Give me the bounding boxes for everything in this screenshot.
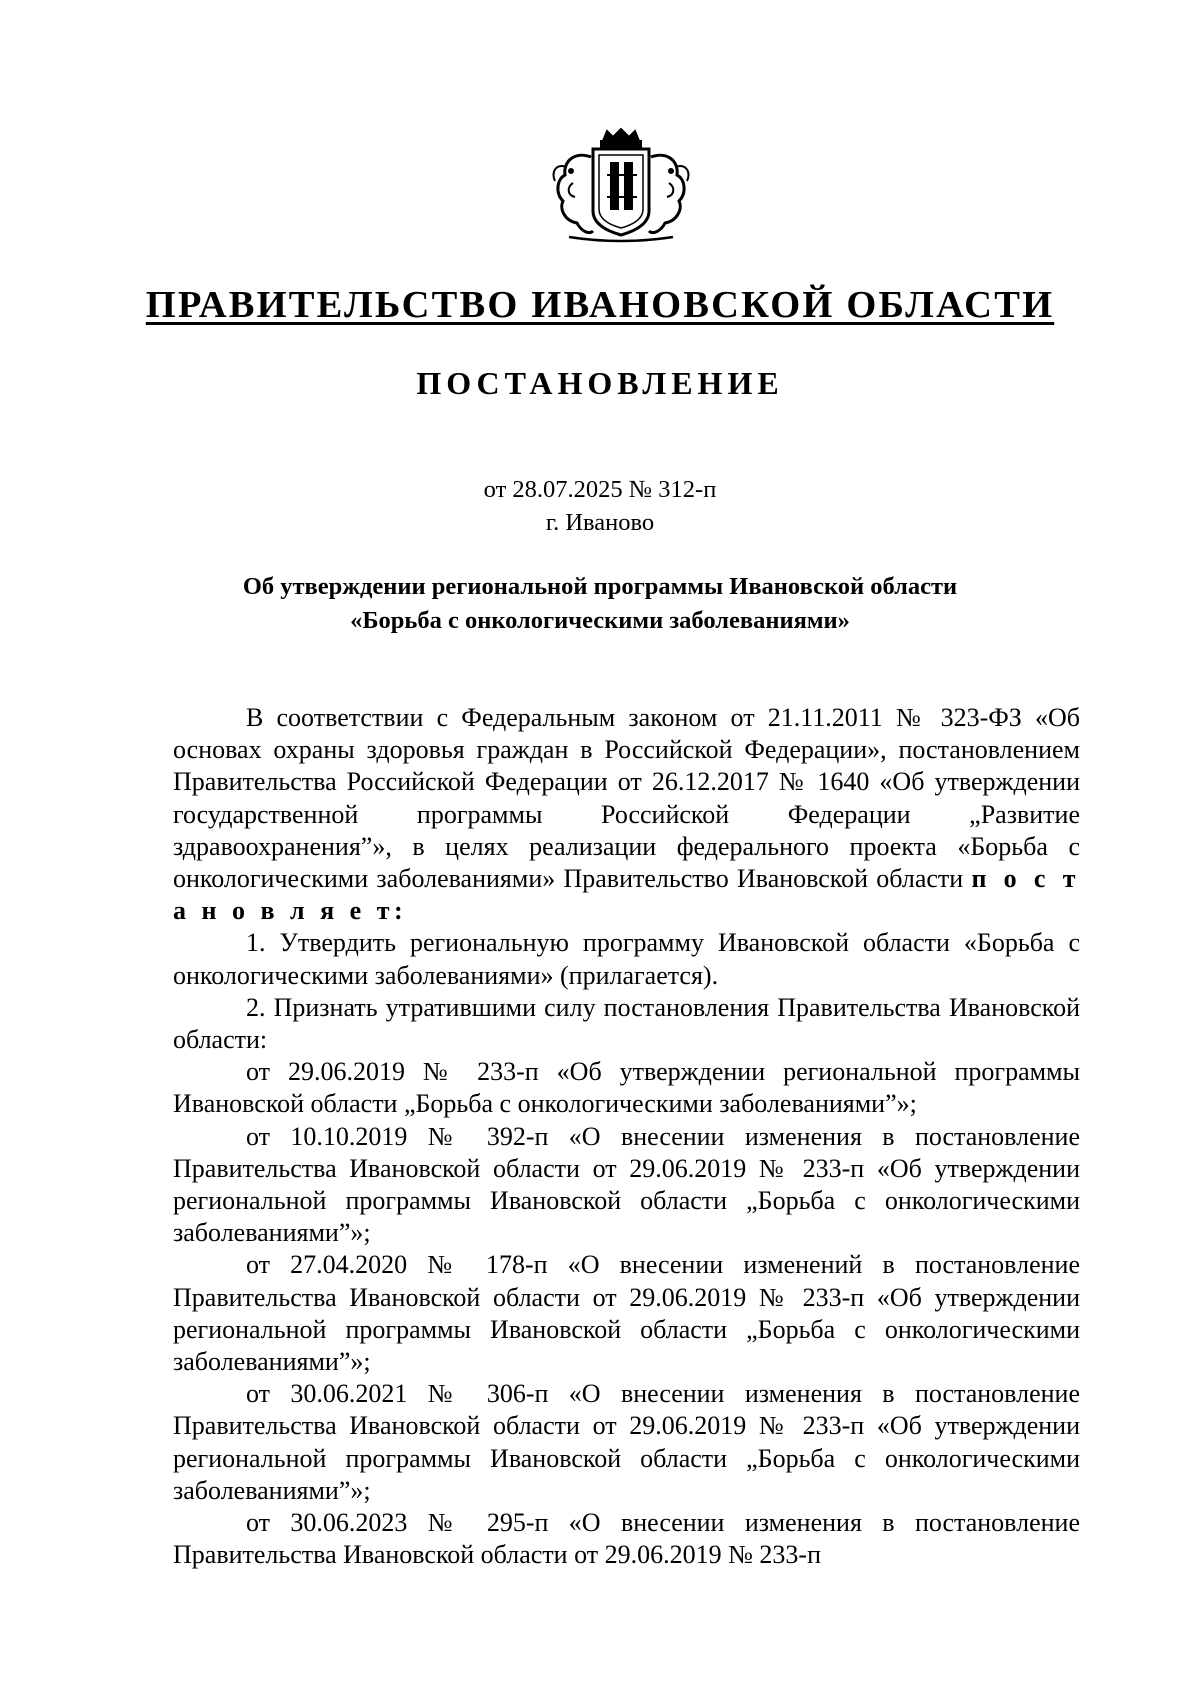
subject-line-2: «Борьба с онкологическими заболеваниями» — [350, 607, 850, 634]
repeal-item-1: от 29.06.2019 № 233-п «Об утверждении региональной программы Ивановской области „Борьба с онкологическими заболеваниями”»; — [173, 1057, 1080, 1119]
item-2-paragraph: 2. Признать утратившими силу постановления Правительства Ивановской области: — [173, 992, 1080, 1055]
resolve-word: п о с т а н о в л я е т: — [173, 864, 1080, 926]
preamble-paragraph — [173, 702, 1080, 927]
repeal-item-3: от 27.04.2020 № 178-п «О внесении изменений в постановление Правительства Ивановской области от 29.06.2019 № 233-п «Об утверждении региональной программы Ивановской области „Борьба с онкологическими заболеваниями”»; — [173, 1250, 1080, 1377]
document-subject — [0, 570, 1200, 638]
document-body — [173, 702, 1080, 1571]
document-city: г. Иваново — [545, 509, 655, 536]
preamble-text: В соответствии с Федеральным законом от 21.11.2011 № 323-ФЗ «Об основах охраны здоровья граждан в Российской Федерации», постановлением Правительства Российской Федерации от 26.12.2017 № 1640 «Об утверждении государственной программы Российской Федерации „Развитие здравоохранения”», в целях реализации федерального проекта «Борьба с онкологическими заболеваниями» Правительство Ивановской области — [173, 703, 1080, 894]
government-title-text: ПРАВИТЕЛЬСТВО ИВАНОВСКОЙ ОБЛАСТИ — [145, 284, 1055, 326]
subject-line-1: Об утверждении региональной программы Ивановской области — [242, 573, 958, 600]
document-type-heading: ПОСТАНОВЛЕНИЕ — [416, 365, 784, 401]
government-title — [0, 283, 1200, 327]
repeal-item-4: от 30.06.2021 № 306-п «О внесении изменения в постановление Правительства Ивановской области от 29.06.2019 № 233-п «Об утверждении региональной программы Ивановской области „Борьба с онкологическими заболеваниями”»; — [173, 1379, 1080, 1505]
document-date-number: от 28.07.2025 № 312-п — [483, 476, 717, 503]
item-1-paragraph: 1. Утвердить региональную программу Ивановской области «Борьба с онкологическими заболеваниями» (прилагается). — [173, 928, 1080, 990]
repeal-item-5: от 30.06.2023 № 295-п «О внесении изменения в постановление Правительства Ивановской области от 29.06.2019 № 233-п — [173, 1508, 1080, 1570]
repeal-item-2: от 10.10.2019 № 392-п «О внесении изменения в постановление Правительства Ивановской области от 29.06.2019 № 233-п «Об утверждении региональной программы Ивановской области „Борьба с онкологическими заболеваниями”»; — [173, 1121, 1080, 1248]
coat-of-arms-icon — [545, 127, 697, 245]
